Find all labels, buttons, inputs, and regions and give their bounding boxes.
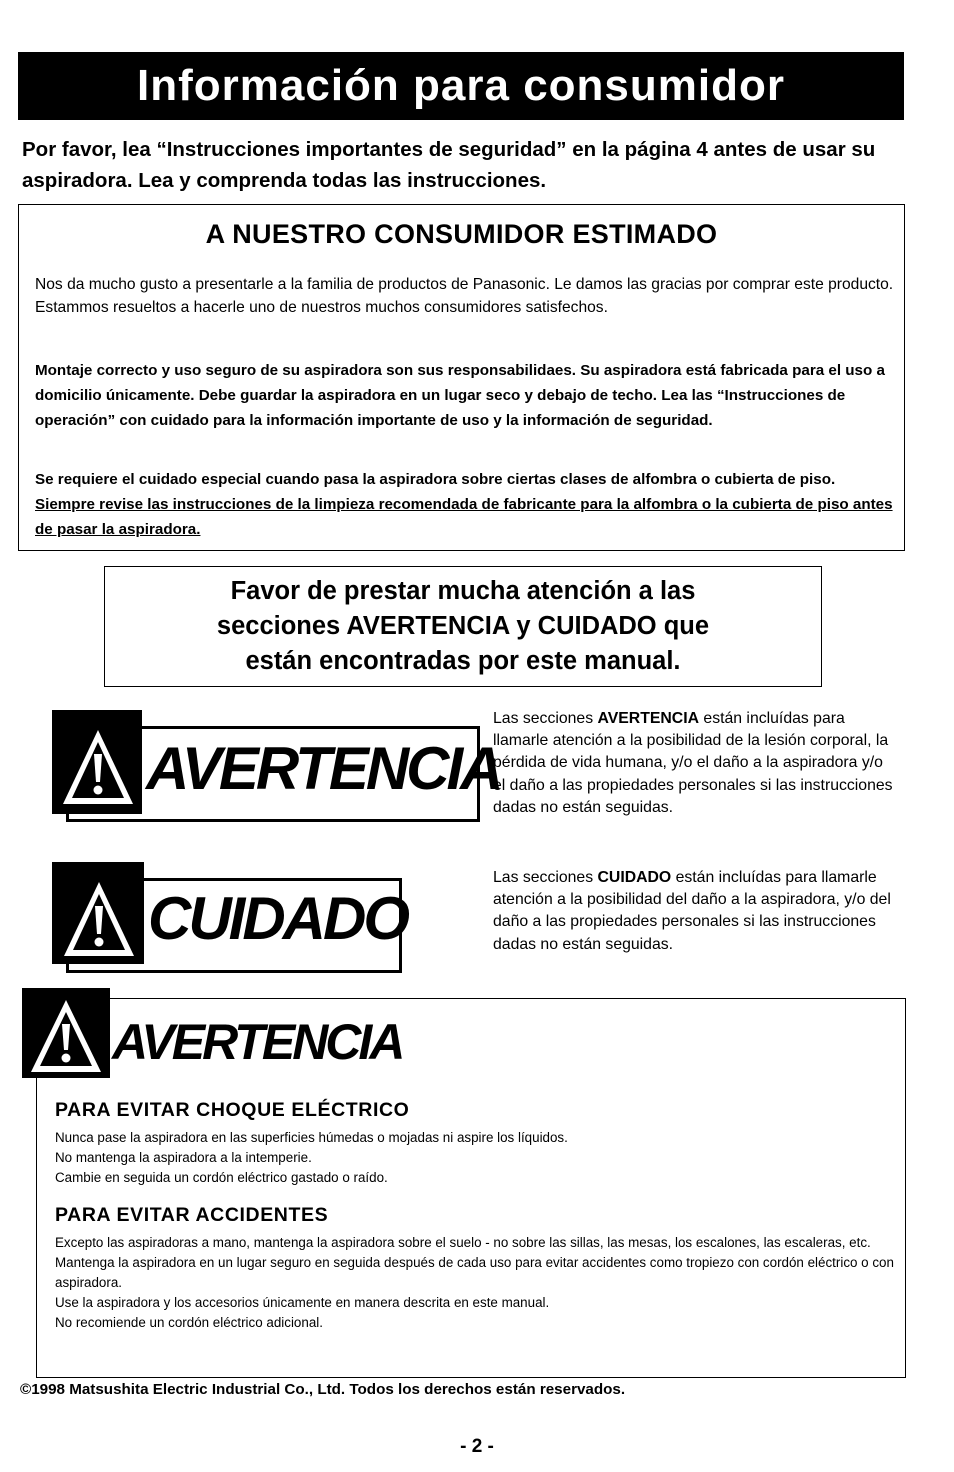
caution-description-body: están incluídas para llamarle atención a la posibilidad del daño a la aspiradora, y/o del daño a las propiedades personales si las instrucciones dadas no están seguidas. [493, 869, 891, 953]
consumer-paragraph-3-text: Se requiere el cuidado especial cuando pasa la aspiradora sobre ciertas clases de alfombra o cubierta de piso. [35, 471, 836, 488]
consumer-paragraph-2: Montaje correcto y uso seguro de su aspiradora son sus responsabilidaes. Su aspiradora está fabricada para el uso a domicilio únicamente. Debe guardar la aspiradora en un lugar seco y debajo de techo. Lea las “Instrucciones de operación” con cuidado para la información importante de uso y la información de seguridad. [35, 362, 885, 429]
consumer-box [18, 204, 905, 551]
page-title: Información para consumidor [137, 61, 785, 110]
warning-triangle-icon [28, 996, 104, 1076]
warning-description [493, 708, 893, 819]
electric-shock-line: Cambie en seguida un cordón eléctrico gastado o raído. [55, 1170, 388, 1185]
electric-shock-text [55, 1128, 895, 1188]
consumer-paragraph-3-underlined: Siempre revise las instrucciones de la limpieza recomendada de fabricante para la alfombra o la cubierta de piso antes de pasar la aspiradora. [35, 496, 893, 538]
accidents-line: Use la aspiradora y los accesorios únicamente en manera descrita en este manual. [55, 1295, 550, 1310]
warning-description-intro: Las secciones [493, 710, 598, 727]
consumer-paragraph-3 [35, 467, 895, 542]
warning-box-title: AVERTENCIA [112, 1014, 403, 1070]
consumer-paragraph-1: Nos da mucho gusto a presentarle a la familia de productos de Panasonic. Le damos las gracias por comprar este producto. Estammos resueltos a hacerle uno de nuestros muchos consumidores satisfechos. [35, 276, 894, 316]
electric-shock-line: No mantenga la aspiradora a la intemperie. [55, 1150, 312, 1165]
warning-box-header [22, 988, 462, 1078]
caution-description-intro: Las secciones [493, 869, 598, 886]
accidents-line: No recomiende un cordón eléctrico adicional. [55, 1315, 323, 1330]
warning-triangle-icon [61, 878, 137, 960]
attention-line-3: están encontradas por este manual. [245, 647, 681, 675]
page-title-banner [18, 52, 904, 120]
accidents-line: Excepto las aspiradoras a mano, mantenga la aspiradora sobre el suelo - no sobre las sillas, las mesas, los escalones, las escaleras, etc. [55, 1235, 871, 1250]
caution-label-word: CUIDADO [148, 885, 407, 952]
accidents-heading: PARA EVITAR ACCIDENTES [55, 1204, 329, 1226]
consumer-box-title: A NUESTRO CONSUMIDOR ESTIMADO [205, 219, 718, 249]
electric-shock-line: Nunca pase la aspiradora en las superficies húmedas o mojadas ni aspire los líquidos. [55, 1130, 568, 1145]
caution-description [493, 867, 893, 956]
warning-label-word: AVERTENCIA [146, 735, 501, 802]
accidents-text [55, 1233, 895, 1333]
attention-line-1: Favor de prestar mucha atención a las [230, 577, 696, 605]
intro-text: Por favor, lea “Instrucciones importantes de seguridad” en la página 4 antes de usar su aspiradora. Lea y comprenda todas las instrucciones. [22, 138, 876, 192]
warning-label [52, 710, 501, 825]
copyright-text: ©1998 Matsushita Electric Industrial Co., Ltd. Todos los derechos están reservados. [20, 1381, 626, 1398]
caution-description-bold: CUIDADO [597, 869, 672, 886]
electric-shock-heading: PARA EVITAR CHOQUE ELÉCTRICO [55, 1099, 410, 1121]
warning-description-body: están incluídas para llamarle atención a la posibilidad de la lesión corporal, la pérdida de vida humana, y/o el daño a la aspiradora y/o el daño a las propiedades personales si las instrucciones dadas no están seguidas. [493, 710, 893, 816]
attention-box [104, 566, 822, 687]
page-number: - 2 - [460, 1436, 494, 1457]
attention-line-2: secciones AVERTENCIA y CUIDADO que [216, 612, 710, 640]
warning-description-bold: AVERTENCIA [597, 710, 700, 727]
warning-triangle-icon [60, 726, 136, 808]
accidents-line: Mantenga la aspiradora en un lugar seguro en seguida después de cada uso para evitar accidentes como tropiezo con cordón eléctrico o con aspiradora. [55, 1255, 894, 1290]
caution-label [52, 862, 407, 976]
